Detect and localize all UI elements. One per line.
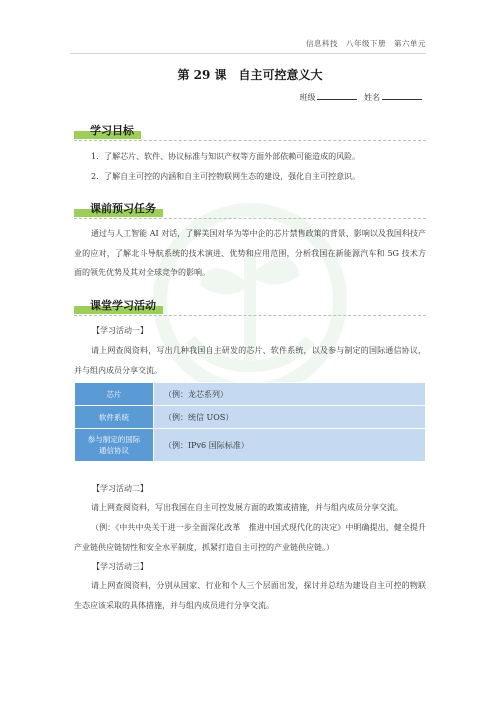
table-value-cell[interactable]: （例：IPv6 国际标准） <box>154 429 426 462</box>
section-activities-rule <box>74 315 426 316</box>
section-preview-title: 课前预习任务 <box>74 200 163 217</box>
activity-3-label: 【学习活动三】 <box>92 562 148 571</box>
activity-1-label: 【学习活动一】 <box>92 326 148 335</box>
goal-item: 2．了解自主可控的内涵和自主可控物联网生态的建设，强化自主可控意识。 <box>91 171 361 181</box>
class-blank[interactable] <box>317 91 357 100</box>
table-value-cell[interactable]: （例：龙芯系列） <box>154 383 426 406</box>
activity-1-table <box>74 382 426 462</box>
activity-2-example: （例：《中共中央关于进一步全面深化改革 推进中国式现代化的决定》中明确提出，健全提升产业链供应链韧性和安全水平制度，抓紧打造自主可控的产业链供应链。） <box>74 523 426 552</box>
name-blank[interactable] <box>382 91 422 100</box>
class-label: 班级 <box>299 93 316 102</box>
header-series: 信息科技 八年级下册 第六单元 <box>306 39 426 48</box>
goals-list <box>74 147 426 186</box>
header-divider <box>70 53 426 54</box>
preview-text: 通过与人工智能 AI 对话，了解美国对华为等中企的芯片禁售政策的背景、影响以及我国科技产业的应对，了解北斗导航系统的技术演进、优势和应用范围，分析我国在新能源汽车和 5G 技术方面的领先优势及其对全球竞争的影响。 <box>74 229 426 277</box>
section-goals-rule <box>74 140 426 141</box>
table-header-cell: 软件系统 <box>75 406 154 429</box>
page-title: 第 29 课 自主可控意义大 <box>177 68 323 82</box>
activity-2-text: 请上网查阅资料，写出我国在自主可控发展方面的政策或措施，并与组内成员分享交流。 <box>91 503 403 512</box>
goal-item: 1．了解芯片、软件、协议标准与知识产权等方面外部依赖可能造成的风险。 <box>91 152 361 161</box>
activity-3-text: 请上网查阅资料，分别从国家、行业和个人三个层面出发，探讨并总结为建设自主可控的物联生态应该采取的具体措施，并与组内成员进行分享交流。 <box>74 581 426 610</box>
class-name-line <box>299 91 426 103</box>
table-row <box>75 406 426 429</box>
section-preview-rule <box>74 218 426 219</box>
table-header-cell: 参与制定的国际通信协议 <box>75 429 154 462</box>
name-label: 姓名 <box>364 93 380 102</box>
activity-2-label: 【学习活动二】 <box>92 484 148 493</box>
table-row <box>75 383 426 406</box>
section-activities-title: 课堂学习活动 <box>74 297 163 314</box>
table-header-cell: 芯片 <box>75 383 154 406</box>
section-goals-title: 学习目标 <box>74 122 141 139</box>
table-value-cell[interactable]: （例：统信 UOS） <box>154 406 426 429</box>
table-row <box>75 429 426 462</box>
activity-1-text: 请上网查阅资料，写出几种我国自主研发的芯片、软件系统，以及参与制定的国际通信协议，并与组内成员分享交流。 <box>74 346 426 375</box>
